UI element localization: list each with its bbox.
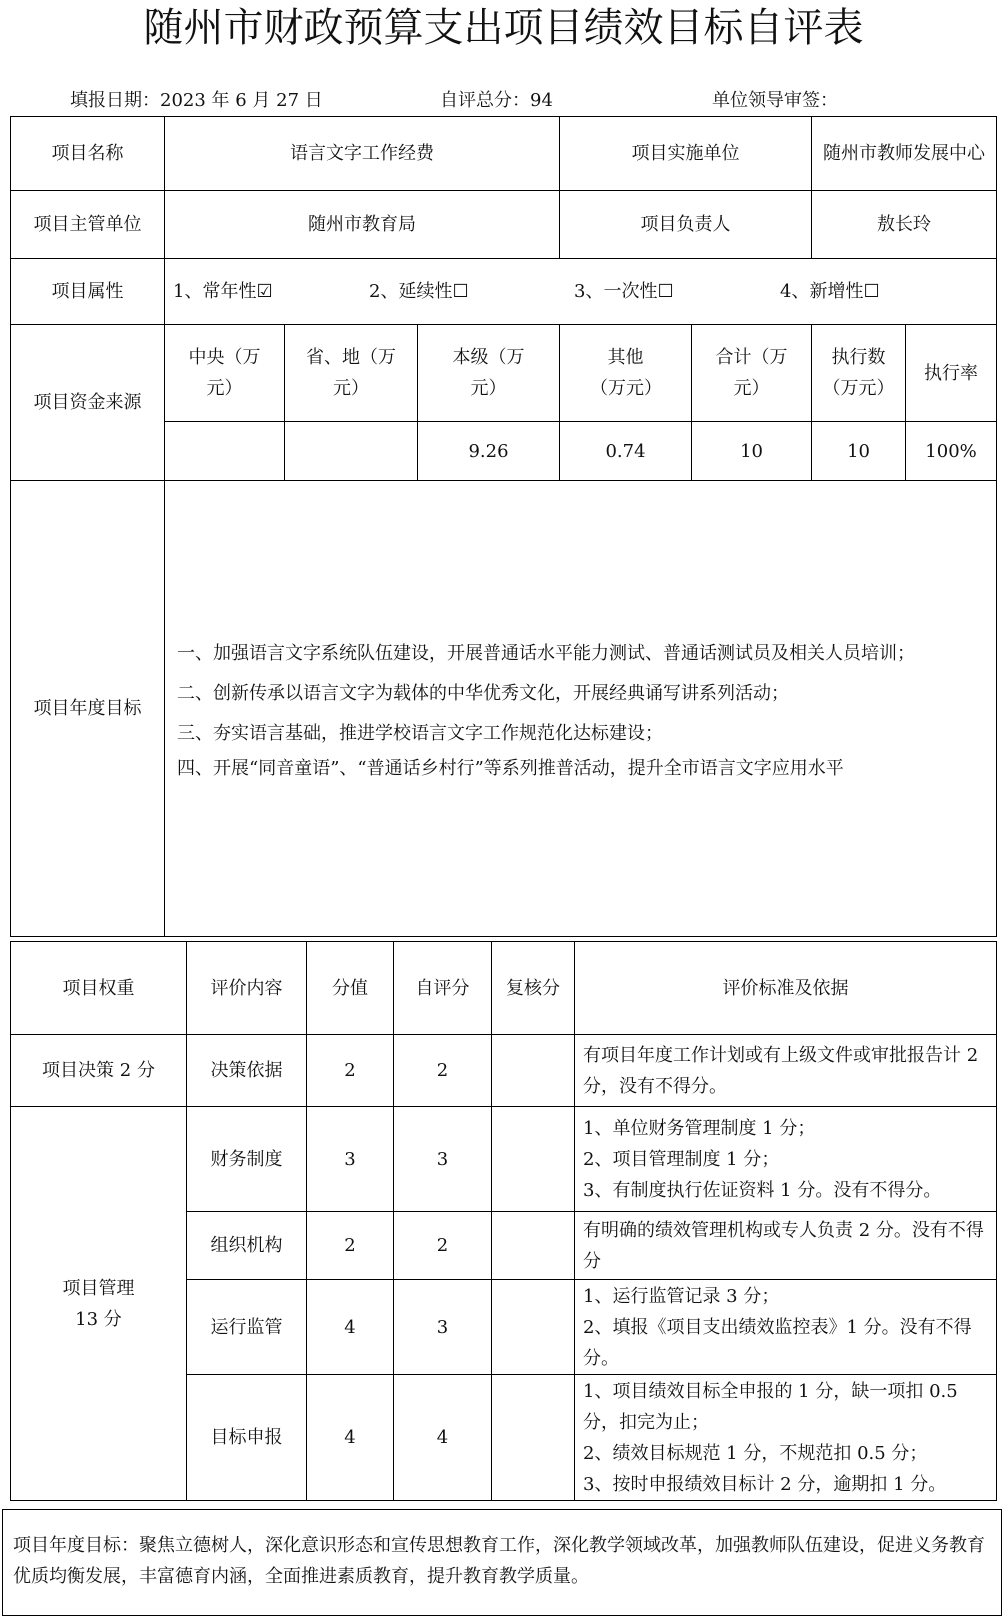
goals-content bbox=[165, 481, 997, 937]
attr-option: 3、一次性☐ bbox=[574, 281, 674, 302]
impl-unit-label: 项目实施单位 bbox=[560, 117, 812, 191]
eval-header: 评价内容 bbox=[187, 942, 307, 1035]
project-info-table bbox=[10, 116, 997, 937]
leader-label: 项目负责人 bbox=[560, 191, 812, 259]
funds-header: 执行数（万元） bbox=[812, 325, 906, 422]
goal-item: 二、创新传承以语言文字为载体的中华优秀文化，开展经典诵写讲系列活动； bbox=[177, 682, 789, 704]
eval-self-score: 4 bbox=[394, 1375, 492, 1501]
goal-item: 三、夯实语言基础，推进学校语言文字工作规范化达标建设； bbox=[177, 722, 663, 744]
eval-header: 自评分 bbox=[394, 942, 492, 1035]
eval-self-score: 3 bbox=[394, 1107, 492, 1212]
eval-content: 组织机构 bbox=[187, 1212, 307, 1280]
eval-criteria: 有项目年度工作计划或有上级文件或审批报告计 2 分，没有不得分。 bbox=[575, 1035, 997, 1107]
funds-header: 省、地（万元） bbox=[285, 325, 418, 422]
funds-header: 其他（万元） bbox=[560, 325, 692, 422]
eval-content: 财务制度 bbox=[187, 1107, 307, 1212]
checkbox-icon: ☐ bbox=[863, 281, 880, 302]
eval-header: 复核分 bbox=[492, 942, 575, 1035]
eval-score: 4 bbox=[307, 1280, 394, 1375]
funds-value: 100% bbox=[906, 422, 997, 481]
eval-content: 运行监管 bbox=[187, 1280, 307, 1375]
funds-header: 本级（万元） bbox=[418, 325, 560, 422]
leader-value: 敖长玲 bbox=[812, 191, 997, 259]
funds-value bbox=[165, 422, 285, 481]
eval-score: 3 bbox=[307, 1107, 394, 1212]
eval-score: 2 bbox=[307, 1035, 394, 1107]
attr-option: 4、新增性☐ bbox=[780, 281, 880, 302]
management-weight: 项目管理 13 分 bbox=[11, 1107, 187, 1501]
eval-score: 2 bbox=[307, 1212, 394, 1280]
project-name-label: 项目名称 bbox=[11, 117, 165, 191]
dept-value: 随州市教育局 bbox=[165, 191, 560, 259]
eval-header: 评价标准及依据 bbox=[575, 942, 997, 1035]
goals-label: 项目年度目标 bbox=[11, 481, 165, 937]
eval-criteria: 有明确的绩效管理机构或专人负责 2 分。没有不得分 bbox=[575, 1212, 997, 1280]
eval-review-score bbox=[492, 1035, 575, 1107]
goal-item: 四、开展“同音童语”、“普通话乡村行”等系列推普活动，提升全市语言文字应用水平 bbox=[177, 757, 844, 779]
decision-weight: 项目决策 2 分 bbox=[11, 1035, 187, 1107]
eval-review-score bbox=[492, 1212, 575, 1280]
funds-value: 10 bbox=[692, 422, 812, 481]
eval-criteria: 1、运行监管记录 3 分； 2、填报《项目支出绩效监控表》1 分。没有不得分。 bbox=[575, 1280, 997, 1375]
eval-self-score: 3 bbox=[394, 1280, 492, 1375]
funds-value: 0.74 bbox=[560, 422, 692, 481]
checkbox-icon: ☐ bbox=[452, 281, 469, 302]
eval-self-score: 2 bbox=[394, 1035, 492, 1107]
dept-label: 项目主管单位 bbox=[11, 191, 165, 259]
attr-option: 1、常年性☑ bbox=[173, 281, 273, 302]
eval-header: 分值 bbox=[307, 942, 394, 1035]
eval-header: 项目权重 bbox=[11, 942, 187, 1035]
eval-content: 目标申报 bbox=[187, 1375, 307, 1501]
goal-item: 一、加强语言文字系统队伍建设，开展普通话水平能力测试、普通话测试员及相关人员培训； bbox=[177, 642, 915, 664]
funds-value: 10 bbox=[812, 422, 906, 481]
eval-review-score bbox=[492, 1280, 575, 1375]
funds-value bbox=[285, 422, 418, 481]
page-title: 随州市财政预算支出项目绩效目标自评表 bbox=[143, 5, 864, 51]
eval-criteria: 1、单位财务管理制度 1 分； 2、项目管理制度 1 分； 3、有制度执行佐证资料 1 分。没有不得分。 bbox=[575, 1107, 997, 1212]
eval-review-score bbox=[492, 1107, 575, 1212]
eval-criteria: 1、项目绩效目标全申报的 1 分，缺一项扣 0.5 分，扣完为止； 2、绩效目标规范 1 分，不规范扣 0.5 分； 3、按时申报绩效目标计 2 分，逾期扣 1 分。 bbox=[575, 1375, 997, 1501]
self-score-total: 自评总分：94 bbox=[440, 90, 553, 111]
project-name-value: 语言文字工作经费 bbox=[165, 117, 560, 191]
eval-score: 4 bbox=[307, 1375, 394, 1501]
attr-option: 2、延续性☐ bbox=[369, 281, 469, 302]
eval-review-score bbox=[492, 1375, 575, 1501]
funds-header: 中央（万元） bbox=[165, 325, 285, 422]
checkbox-icon: ☐ bbox=[657, 281, 674, 302]
funds-header: 合计（万元） bbox=[692, 325, 812, 422]
attr-label: 项目属性 bbox=[11, 259, 165, 325]
leader-sign-label: 单位领导审签： bbox=[712, 90, 838, 111]
funds-value: 9.26 bbox=[418, 422, 560, 481]
funds-header: 执行率 bbox=[906, 325, 997, 422]
eval-content: 决策依据 bbox=[187, 1035, 307, 1107]
fill-date: 填报日期：2023 年 6 月 27 日 bbox=[70, 90, 323, 111]
impl-unit-value: 随州市教师发展中心 bbox=[812, 117, 997, 191]
eval-self-score: 2 bbox=[394, 1212, 492, 1280]
evaluation-table bbox=[10, 941, 997, 1501]
annual-goal-note: 项目年度目标：聚焦立德树人，深化意识形态和宣传思想教育工作，深化教学领域改革，加强教师队伍建设，促进义务教育优质均衡发展，丰富德育内涵，全面推进素质教育，提升教育教学质量。 bbox=[2, 1509, 1002, 1616]
checkbox-icon: ☑ bbox=[256, 281, 273, 302]
attr-options bbox=[165, 259, 997, 325]
funds-label: 项目资金来源 bbox=[11, 325, 165, 481]
